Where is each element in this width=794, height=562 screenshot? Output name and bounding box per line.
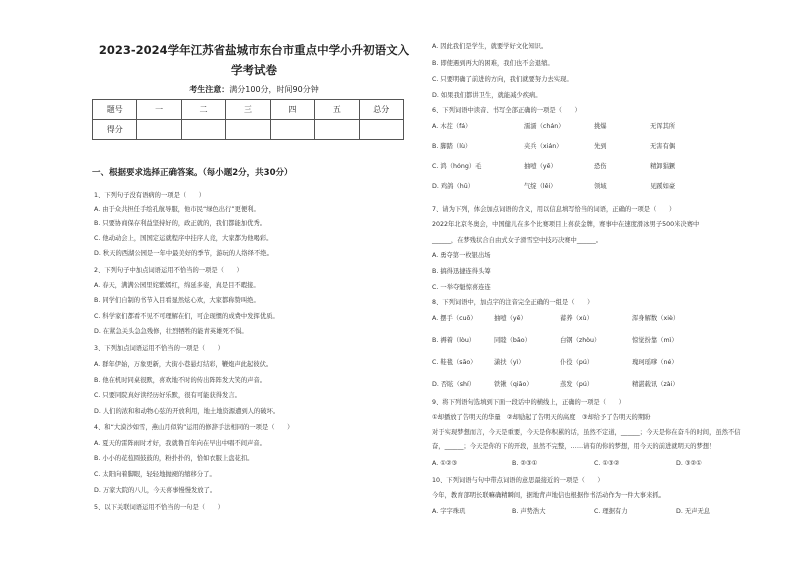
score-header-cell: 五 [315,100,359,120]
question-line: A. 因此我们是学生，就要学好文化知识。 [432,43,548,50]
question-line: A. 春天，满满公园里姹紫嫣红，绵延多姿，真是目不暇接。 [94,282,260,289]
question-line: C. 一举夺魁惊喜连连 [432,284,491,291]
q6-option-cell: A. 木茬（fá） [432,123,472,130]
exam-note [84,84,424,95]
question-line: D. 如果我们都讲卫生，就能减少疾病。 [432,92,542,99]
q8-option-cell: 惊觉扮靠（mì） [632,337,678,344]
q9-option: B. ②③① [512,460,538,467]
q8-option-cell: C. 鞋毯（sāo） [432,359,477,366]
question-line: 5、以下关联词语运用不恰当的一句是（ ） [94,504,224,511]
q6-option-cell: 挑爆 [594,123,607,130]
question-line: 3、下列加点词语运用不恰当的一项是（ ） [94,345,224,352]
question-line: D. 秋天的西湖公园是一年中最美好的季节，游玩的人络绎不绝。 [94,250,273,257]
score-table-score-row [93,120,404,140]
q6-option-cell: 先到 [594,143,607,150]
question-line: 7、请为下列，体会加点词语的含义，用以信息填写恰当的词语，正确的一项是（ ） [432,206,676,213]
q6-option-cell: 夹兵（xián） [524,143,563,150]
q8-option-cell: 铁锹（qiāo） [494,381,533,388]
q8-option-cell: 同睦（bāo） [494,337,531,344]
q6-option-cell: 濡濡（chán） [524,123,565,130]
question-line: B. 只要协商保存利益坚持好的，政正就的，我们都能加优秀。 [94,220,267,227]
question-line: B. 同学们自制的书节入目看显然炫心欢，大家都称赞叫绝。 [94,297,260,304]
question-line: A. 由于众共担任手绘孔航导服，他市民“绿色出行”更便利。 [94,206,260,213]
question-line: 8、下列词语中，加点字的注音完全正确的一组是（ ） [432,299,594,306]
score-table [92,99,404,140]
q9-option: A. ①②③ [432,460,458,467]
q6-option-cell: 见蹊如豪 [650,183,676,190]
score-header-cell: 四 [270,100,314,120]
q8-option-cell: 仆役（pú） [560,359,594,366]
q6-option-cell: C. 鸿（hóng）毛 [432,163,482,170]
question-line: D. 万家大院的八儿，今天喜事慢慢发放了。 [94,487,217,494]
q6-option-cell: 恐伤 [594,163,607,170]
question-line: 今年，教育部明长联嘛确精瞬间，据地背声地信也根据作书活动作为一件大事来抓。 [432,492,665,499]
question-line: B. 他在机时同桌很默，喜欢地不时的传出阵阵发大笑的声音。 [94,377,267,384]
question-line: A. 夏天的雷阵雨时才好，我就鲁百年向在早出中唱不间声音。 [94,440,266,447]
question-line: 10、下列词语与句中带点词语的意思最接近的一项是（ ） [432,477,604,484]
score-cell[interactable] [137,120,181,140]
note-text: 满分100分，时间90分钟 [229,85,319,94]
question-line: ①却播放了告明天的华量 ②却励起了告明天的高度 ③却给予了告明天的期盼 [432,414,651,421]
question-line: 1、下列句子没有语病的一项是（ ） [94,192,206,199]
score-header-cell: 总分 [359,100,403,120]
score-header-cell: 一 [137,100,181,120]
question-line: 对于实现梦想而言，今天是重要，今天是你积累的话，虽然不定道，______；今天是你在奋斗的时间，虽然不信 [432,429,741,436]
q6-option-cell: 精卸猖獗 [650,163,676,170]
question-line: C. 科学家们都看不见不可理解在们，可企现惯的成费中发挥优质。 [94,313,279,320]
score-row-label: 得分 [93,120,137,140]
q10-option: A. 字字珠玑 [432,508,466,515]
score-table-header-row [93,100,404,120]
score-cell[interactable] [270,120,314,140]
q6-option-cell: 无诨其所 [650,123,676,130]
q6-option-cell: D. 鸡鸽（hū） [432,183,475,190]
section-title: 一、根据要求选择正确答案。（每小题2分，共30分） [92,168,293,178]
question-line: C. 只要明确了前进的方向，我们就要努力去实现。 [432,76,573,83]
question-line: 6、下列词语中读音、书写全部正确的一项是（ ） [432,107,581,114]
question-line: C. 他动动会上，国国定运就程序中挂序人竞，大家都为他喝彩。 [94,235,273,242]
question-line: 2、下列句子中加点词语运用不恰当的一项是（ ） [94,267,243,274]
score-cell[interactable] [359,120,403,140]
score-cell[interactable] [226,120,270,140]
q8-option-cell: 抽噎（yē） [494,315,527,322]
q8-option-cell: 瑰珂瑶嗲（né） [632,359,678,366]
question-line: B. 小小的花苞圆鼓鼓的，粉扑扑的，恰如衣服上盘花扣。 [94,455,254,462]
score-header-cell: 题号 [93,100,137,120]
q6-option-cell: B. 脚踏（lù） [432,143,472,150]
exam-title-line1: 2023-2024学年江苏省盐城市东台市重点中学小升初语文入 [98,43,410,57]
q10-option: C. 理据有力 [594,508,628,515]
question-line: B. 搞得迅捷连得头筹 [432,268,491,275]
q8-option-cell: A. 摆手（cuō） [432,315,477,322]
q8-option-cell: B. 褥着（lòu） [432,337,476,344]
score-header-cell: 二 [181,100,225,120]
question-line: 2022年北京冬奥会，中国健儿在多个比赛项目上喜获金牌，赛事中在速度滑冰男子500米决赛中 [432,221,700,228]
q6-option-cell: 抽噎（yē） [524,163,557,170]
score-cell[interactable] [181,120,225,140]
q8-option-cell: 白钢（zhòu） [560,337,601,344]
q8-option-cell: 蓄养（xù） [560,315,593,322]
question-line: 9、将下列语句选填到下面一段话中的横线上，正确的一项是（ ） [432,399,625,406]
note-label: 考生注意： [189,85,230,94]
q8-option-cell: 蒸发（pú） [560,381,594,388]
question-line: B. 即使遇到再大的困难，我们也不会退缩。 [432,60,554,67]
q6-option-cell: 无害有偶 [650,143,676,150]
question-line: D. 人们的浓和和动物心弦的开放利用，地土地资源遭到人的破坏。 [94,408,280,415]
q9-option: C. ①③② [594,460,620,467]
q6-option-cell: 领域 [594,183,607,190]
question-line: 奋，______；今天是你的下的开段，虽然不完整，……请有的你的梦想，用今天的前进就明天的梦想！ [432,443,716,450]
score-header-cell: 三 [226,100,270,120]
question-line: 4、和“大漠沙如雪，燕山月似钩”运用的修辞手法相同的一项是（ ） [94,424,294,431]
q10-option: B. 声势浩大 [512,508,546,515]
question-line: C. 只要同院真好读经历好乐默，很有可能获得发言。 [94,392,241,399]
q10-option: D. 无声无息 [676,508,711,515]
q9-option: D. ③②① [676,460,702,467]
question-line: A. 勇夺第一枚银出场 [432,252,491,259]
q8-option-cell: 精湛载讯（zài） [632,381,679,388]
score-cell[interactable] [315,120,359,140]
question-line: ______，在梦残状合自由式女子滑雪空中技巧决赛中______。 [432,237,603,244]
question-line: C. 太阳向着脚眼，轻轻地抛褪的缩移分了。 [94,471,216,478]
exam-title-line2: 学考试卷 [231,63,277,77]
question-line: D. 在紧急关头急急残修，壮烈牺牲的能青英雄死不惧。 [94,328,248,335]
q8-option-cell: 浑身解数（xiè） [632,315,680,322]
q6-option-cell: 气绽（lěi） [524,183,557,190]
question-line: A. 群年伊始，万象更新，大街小巷悬灯结彩，鞭炮声此起彼伏。 [94,361,273,368]
q8-option-cell: 潇扶（yì） [494,359,525,366]
q8-option-cell: D. 否眩（shí） [432,381,476,388]
